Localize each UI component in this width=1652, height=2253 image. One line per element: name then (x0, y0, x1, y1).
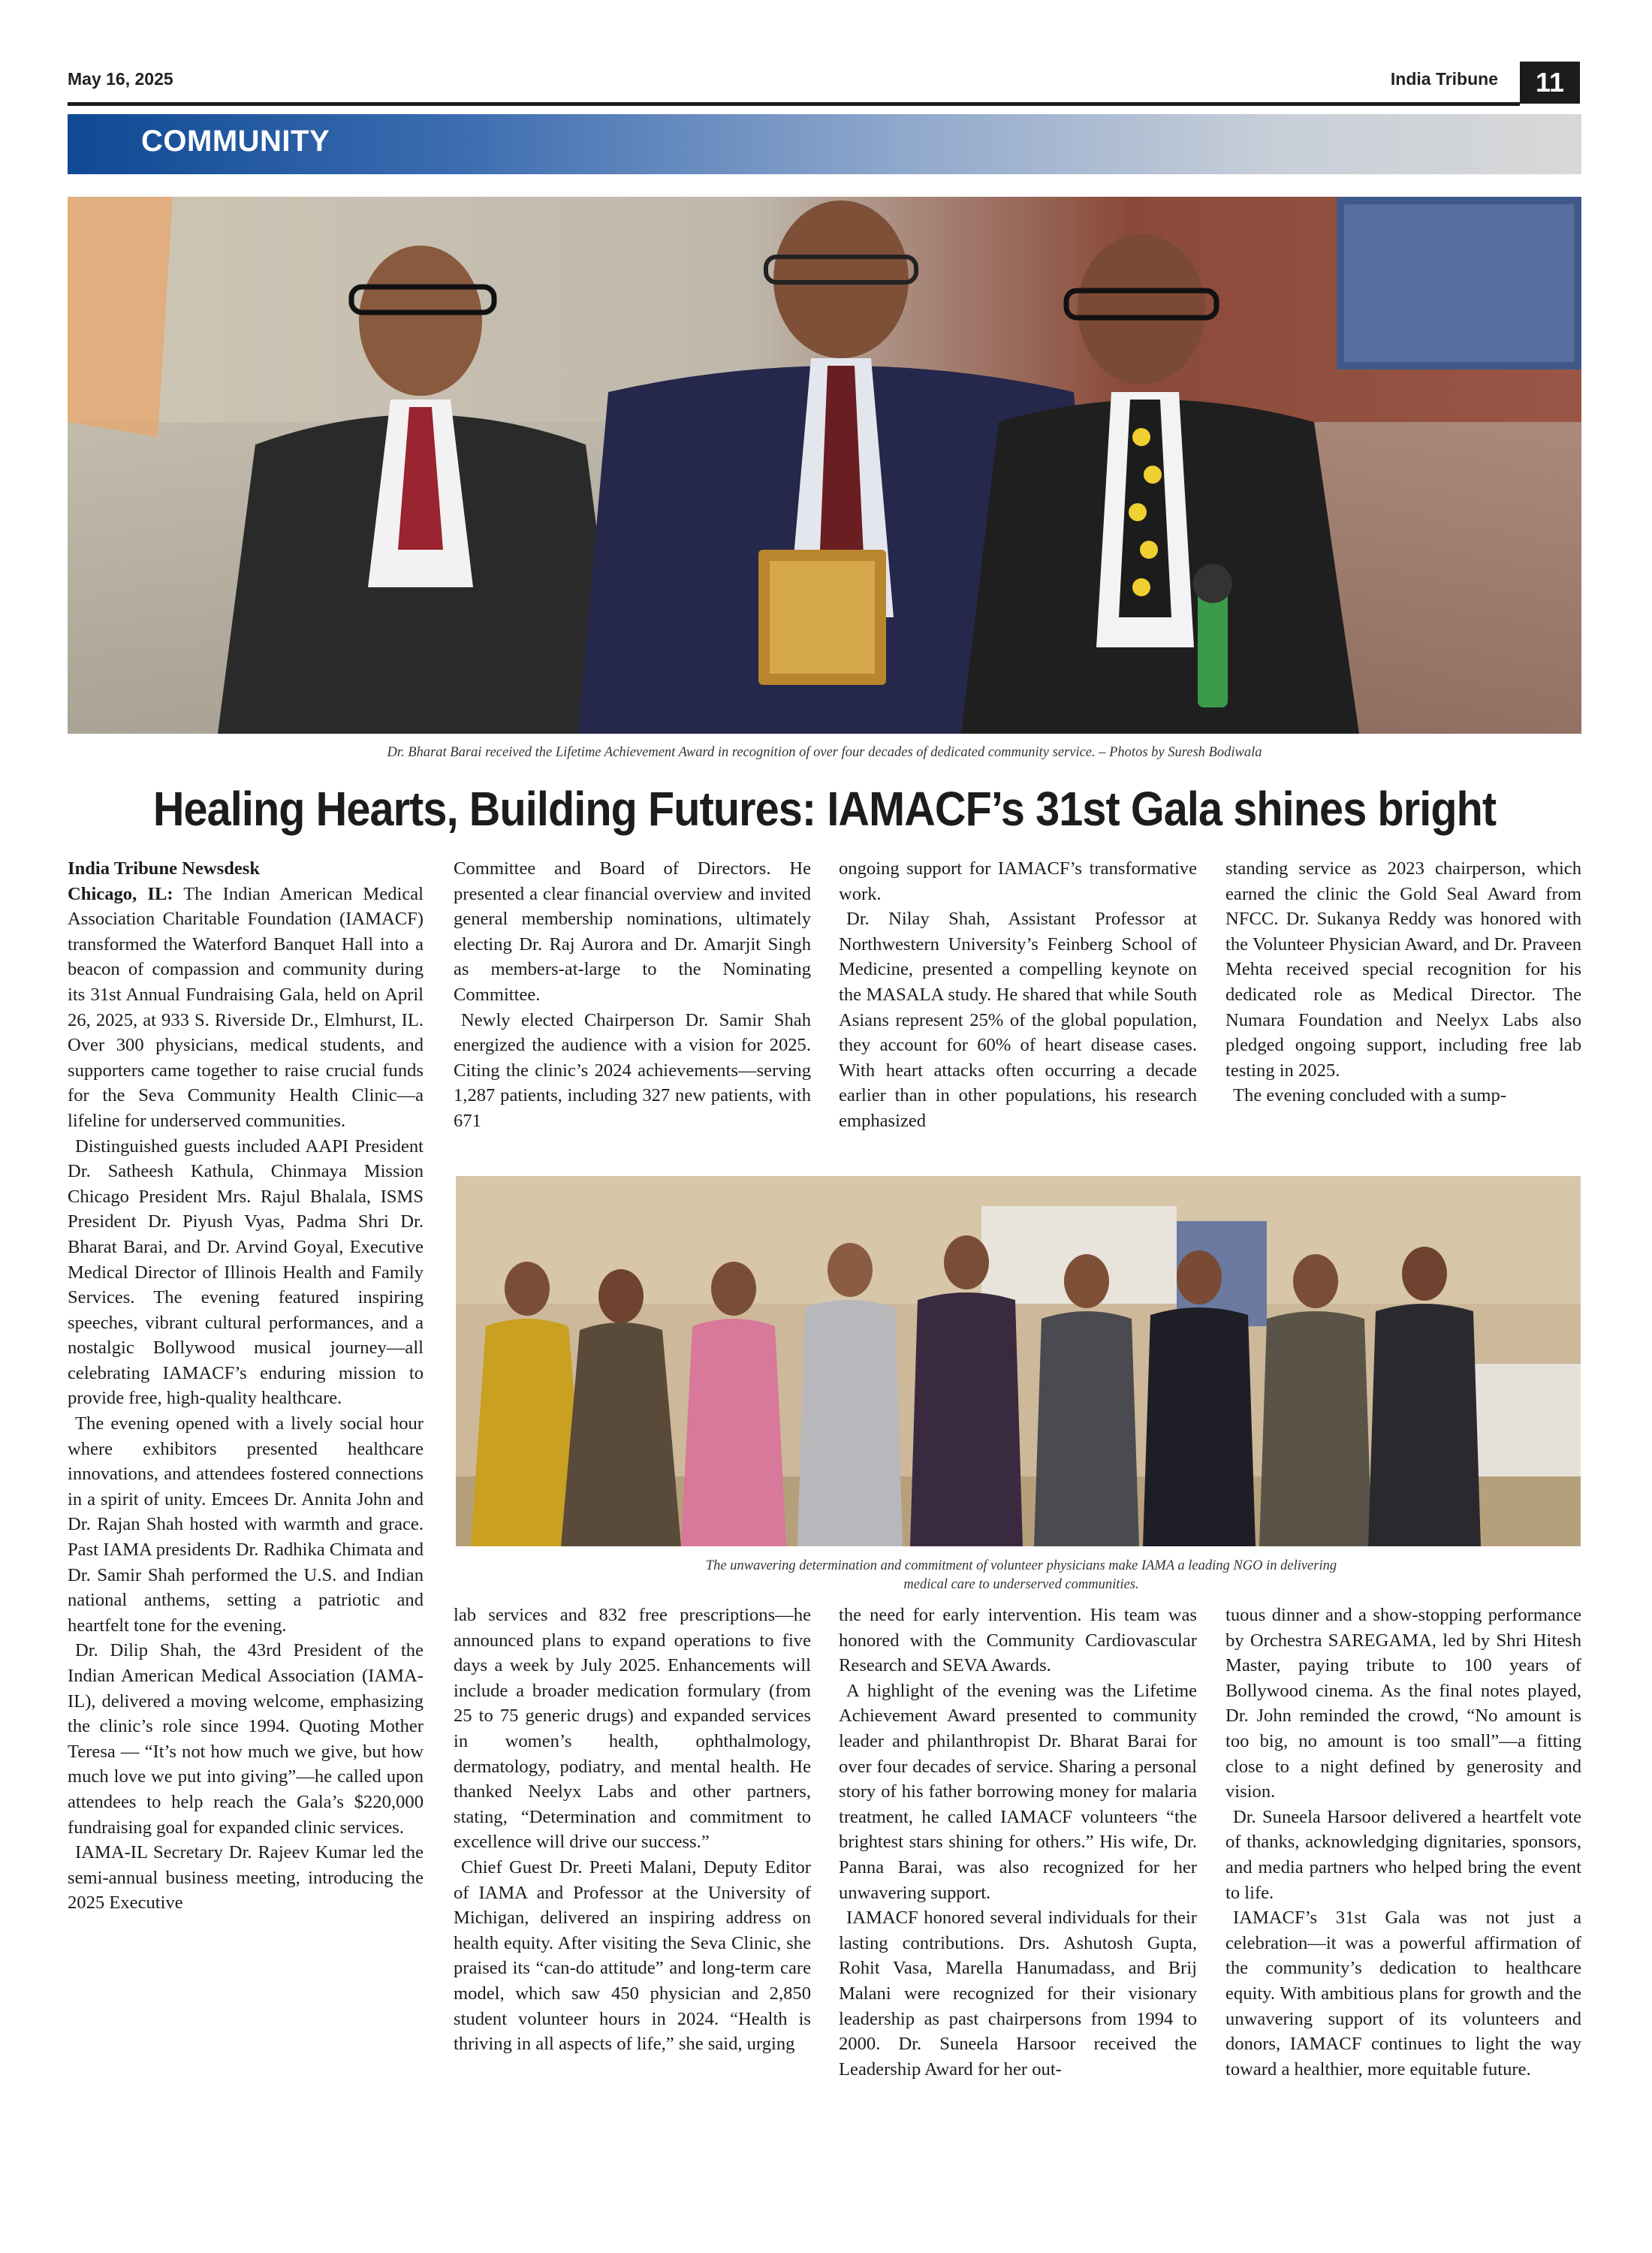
publication-name: India Tribune (1390, 69, 1498, 89)
byline: India Tribune Newsdesk (68, 858, 261, 879)
issue-date: May 16, 2025 (68, 69, 173, 89)
award-photo-caption: Dr. Bharat Barai received the Lifetime Achievement Award in recognition of over four decades of dedicated community service. – Photos by Suresh Bodiwala (387, 745, 1262, 760)
section-title: COMMUNITY (141, 125, 330, 158)
paragraph: lab services and 832 free prescriptions—he announced plans to expand operations to five days a week by July 2025. Enhancements will include a broader medication formulary (from 25 to 75 generic drugs) and expanded services in women’s health, ophthalmology, dermatology, podiatry, and mental health. He thanked Neelyx Labs and other partners, stating, “Determination and commitment to excellence will drive our success.” (454, 1605, 811, 1853)
caption-line: medical care to underserved communities. (903, 1577, 1139, 1592)
article-column-2 (454, 856, 811, 1134)
paragraph: standing service as 2023 chairperson, which earned the clinic the Gold Seal Award from NFCC. Dr. Sukanya Reddy was honored with the Volunteer Physician Award, and Dr. Praveen Mehta received special recognition for his dedicated role as Medical Director. The Numara Foundation and Neelyx Labs also pledged ongoing support, including free lab testing in 2025. (1225, 858, 1581, 1081)
paragraph: ongoing support for IAMACF’s transformative work. (839, 858, 1197, 904)
paragraph: the need for early intervention. His team was honored with the Community Cardiovascular Research and SEVA Awards. (839, 1605, 1197, 1676)
paragraph: Dr. Nilay Shah, Assistant Professor at Northwestern University’s Feinberg School of Medicine, presented a compelling keynote on the MASALA study. He shared that while South Asians represent 25% of the global population, they account for 60% of heart disease cases. With heart attacks often occurring a decade earlier than in other populations, his research emphasized (839, 909, 1197, 1131)
article-column-3-continued (839, 1603, 1197, 2082)
page-number: 11 (1520, 62, 1580, 104)
paragraph: IAMACF’s 31st Gala was not just a celebration—it was a powerful affirmation of the community’s dedication to healthcare equity. With ambitious plans for growth and the unwavering support of its volunteers and donors, IAMACF continues to light the way toward a healthier, more equitable future. (1225, 1908, 1581, 2080)
paragraph: Dr. Suneela Harsoor delivered a heartfelt vote of thanks, acknowledging dignitaries, sponsors, and media partners who helped bring the event to life. (1225, 1806, 1581, 1903)
paragraph: The evening concluded with a sump- (1233, 1085, 1507, 1106)
paragraph: A highlight of the evening was the Lifetime Achievement Award presented to community leader and philanthropist Dr. Bharat Barai for over four decades of service. Sharing a personal story of his father borrowing money for malaria treatment, he called IAMACF volunteers “the brightest stars shining for others.” His wife, Dr. Panna Barai, was also recognized for her unwavering support. (839, 1680, 1197, 1903)
caption-line: The unwavering determination and commitment of volunteer physicians make IAMA a leading NGO in delivering (705, 1558, 1337, 1573)
article-headline: Healing Hearts, Building Futures: IAMACF’s 31st Gala shines bright (152, 782, 1497, 836)
header-rule (68, 102, 1520, 106)
article-column-4-continued (1225, 1603, 1581, 2082)
award-photo (68, 197, 1581, 734)
paragraph: Newly elected Chairperson Dr. Samir Shah energized the audience with a vision for 2025. Citing the clinic’s 2024 achievements—serving 1,287 patients, including 327 new patients, with 671 (454, 1009, 811, 1131)
paragraph: IAMA-IL Secretary Dr. Rajeev Kumar led the semi-annual business meeting, introducing the 2025 Executive (68, 1842, 424, 1914)
paragraph: The Indian American Medical Association Charitable Foundation (IAMACF) transformed the Waterford Banquet Hall into a beacon of compassion and community during its 31st Annual Fundraising Gala, held on April 26, 2025, at 933 S. Riverside Dr., Elmhurst, IL. Over 300 physicians, medical students, and supporters came together to raise crucial funds for the Seva Community Health Clinic—a lifeline for underserved communities. (68, 883, 424, 1131)
paragraph: IAMACF honored several individuals for their lasting contributions. Drs. Ashutosh Gupta, Rohit Vasa, Marella Hanumadass, and Brij Malani were recognized for their visionary leadership as past chairpersons from 1994 to 2000. Dr. Suneela Harsoor received the Leadership Award for her out- (839, 1908, 1197, 2080)
paragraph: Committee and Board of Directors. He presented a clear financial overview and invited general membership nominations, ultimately electing Dr. Raj Aurora and Dr. Amarjit Singh as members-at-large to the Nominating Committee. (454, 858, 811, 1005)
paragraph: The evening opened with a lively social hour where exhibitors presented healthcare innovations, and attendees fostered connections in a spirit of unity. Emcees Dr. Annita John and Dr. Rajan Shah hosted with warmth and grace. Past IAMA presidents Dr. Radhika Chimata and Dr. Samir Shah performed the U.S. and Indian national anthems, setting a patriotic and heartfelt tone for the evening. (68, 1413, 424, 1636)
group-photo-caption (571, 1557, 1472, 1594)
paragraph: Chief Guest Dr. Preeti Malani, Deputy Editor of IAMA and Professor at the University of Michigan, delivered an inspiring address on health equity. After visiting the Seva Clinic, she praised its “can-do attitude” and long-term care model, which saw 450 physician and 2,850 student volunteer hours in 2024. “Health is thriving in all aspects of life,” she said, urging (454, 1856, 811, 2055)
paragraph: tuous dinner and a show-stopping performance by Orchestra SAREGAMA, led by Shri Hitesh Master, paying tribute to 100 years of Bollywood cinema. As the final notes played, Dr. John reminded the crowd, “No amount is too big, no amount is too small”—a fitting close to a night defined by generosity and vision. (1225, 1605, 1581, 1802)
article-column-4 (1225, 856, 1581, 1108)
paragraph: Dr. Dilip Shah, the 43rd President of the Indian American Medical Association (IAMA-IL), delivered a moving welcome, emphasizing the clinic’s role since 1994. Quoting Mother Teresa — “It’s not how much we give, but how much love we put into giving”—he called upon attendees to help reach the Gala’s $220,000 fundraising goal for expanded clinic services. (68, 1640, 424, 1838)
article-column-2-continued (454, 1603, 811, 2057)
paragraph: Distinguished guests included AAPI President Dr. Satheesh Kathula, Chinmaya Mission Chicago President Mrs. Rajul Bhalala, ISMS President Dr. Piyush Vyas, Padma Shri Dr. Bharat Barai, and Dr. Arvind Goyal, Executive Medical Director of Illinois Health and Family Services. The evening featured inspiring speeches, vibrant cultural performances, and a nostalgic Bollywood musical journey—all celebrating IAMACF’s enduring mission to provide free, high-quality healthcare. (68, 1136, 424, 1409)
section-banner (68, 114, 1581, 174)
article-column-3 (839, 856, 1197, 1134)
group-photo (456, 1176, 1581, 1546)
dateline: Chicago, IL: (68, 883, 173, 904)
article-column-1 (68, 856, 424, 1916)
